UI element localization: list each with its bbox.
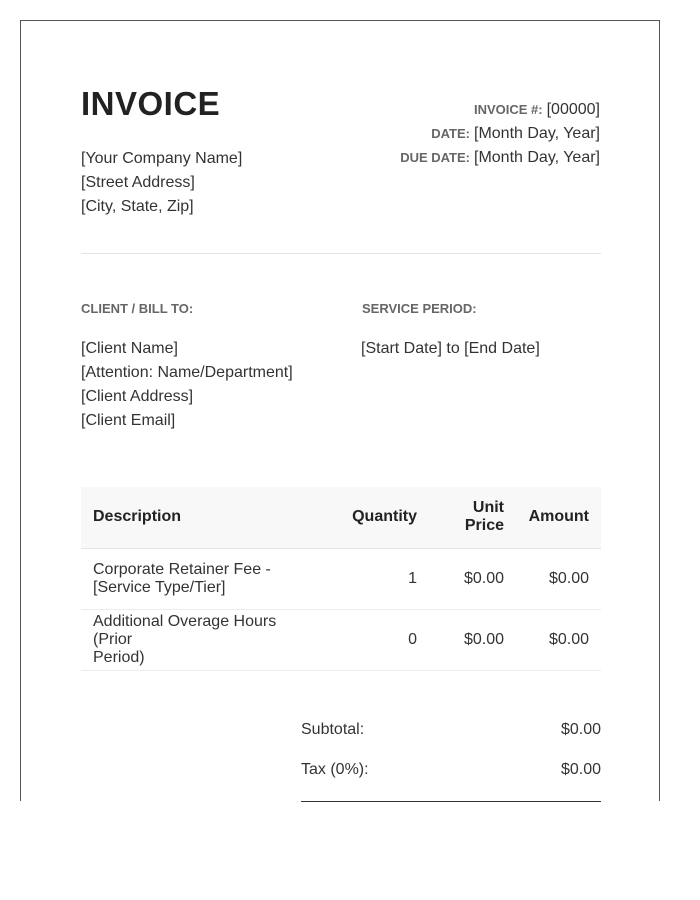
invoice-date-value: [Month Day, Year] bbox=[474, 125, 600, 142]
row-amount: $0.00 bbox=[516, 609, 601, 670]
client-address: [Client Address] bbox=[81, 388, 194, 405]
company-name: [Your Company Name] bbox=[81, 150, 243, 167]
client-address-block bbox=[81, 337, 293, 433]
row-description bbox=[81, 548, 329, 609]
row-quantity: 1 bbox=[329, 548, 429, 609]
due-date-value: [Month Day, Year] bbox=[474, 149, 600, 166]
company-city: [City, State, Zip] bbox=[81, 198, 194, 215]
subtotal-row bbox=[301, 721, 601, 741]
header-quantity: Quantity bbox=[329, 487, 429, 548]
row-description-line2: Period) bbox=[93, 648, 145, 666]
subtotal-value: $0.00 bbox=[560, 721, 601, 738]
invoice-date-row bbox=[400, 122, 600, 146]
invoice-title: INVOICE bbox=[81, 85, 221, 122]
tax-value: $0.00 bbox=[560, 761, 601, 778]
header-unit-price-line1: Unit bbox=[472, 499, 504, 517]
client-attention: [Attention: Name/Department] bbox=[81, 364, 293, 381]
table-row bbox=[81, 548, 601, 609]
invoice-meta-block bbox=[400, 98, 600, 170]
invoice-page bbox=[20, 20, 660, 801]
table-row bbox=[81, 609, 601, 670]
tax-label: Tax (0%): bbox=[301, 761, 369, 778]
service-period-value: [Start Date] to [End Date] bbox=[361, 340, 540, 357]
header-amount: Amount bbox=[516, 487, 601, 548]
header-unit-price bbox=[429, 487, 516, 548]
row-description-line2: [Service Type/Tier] bbox=[93, 578, 226, 596]
row-quantity: 0 bbox=[329, 609, 429, 670]
bill-to-label: CLIENT / BILL TO: bbox=[81, 301, 194, 316]
client-name: [Client Name] bbox=[81, 340, 178, 357]
header-description: Description bbox=[81, 487, 329, 548]
company-address-block bbox=[81, 147, 242, 219]
table-header-row bbox=[81, 487, 601, 548]
company-street: [Street Address] bbox=[81, 174, 195, 191]
invoice-date-label: DATE: bbox=[431, 126, 470, 141]
header-unit-price-line2: Price bbox=[464, 517, 504, 535]
client-email: [Client Email] bbox=[81, 412, 176, 429]
service-period-label: SERVICE PERIOD: bbox=[362, 301, 477, 316]
row-description-line1: Corporate Retainer Fee - bbox=[93, 560, 271, 578]
invoice-number-row bbox=[400, 98, 600, 122]
totals-divider bbox=[301, 801, 601, 802]
due-date-row bbox=[400, 146, 600, 170]
invoice-number-value: [00000] bbox=[546, 101, 600, 118]
tax-row bbox=[301, 761, 601, 781]
row-amount: $0.00 bbox=[516, 548, 601, 609]
due-date-label: DUE DATE: bbox=[400, 150, 470, 165]
invoice-number-label: INVOICE #: bbox=[473, 102, 543, 117]
row-description bbox=[81, 609, 329, 670]
row-unit-price: $0.00 bbox=[429, 548, 516, 609]
subtotal-label: Subtotal: bbox=[301, 721, 365, 738]
row-unit-price: $0.00 bbox=[429, 609, 516, 670]
header-divider bbox=[81, 253, 601, 254]
row-description-line1: Additional Overage Hours (Prior bbox=[93, 612, 277, 648]
line-items-table bbox=[81, 487, 601, 671]
